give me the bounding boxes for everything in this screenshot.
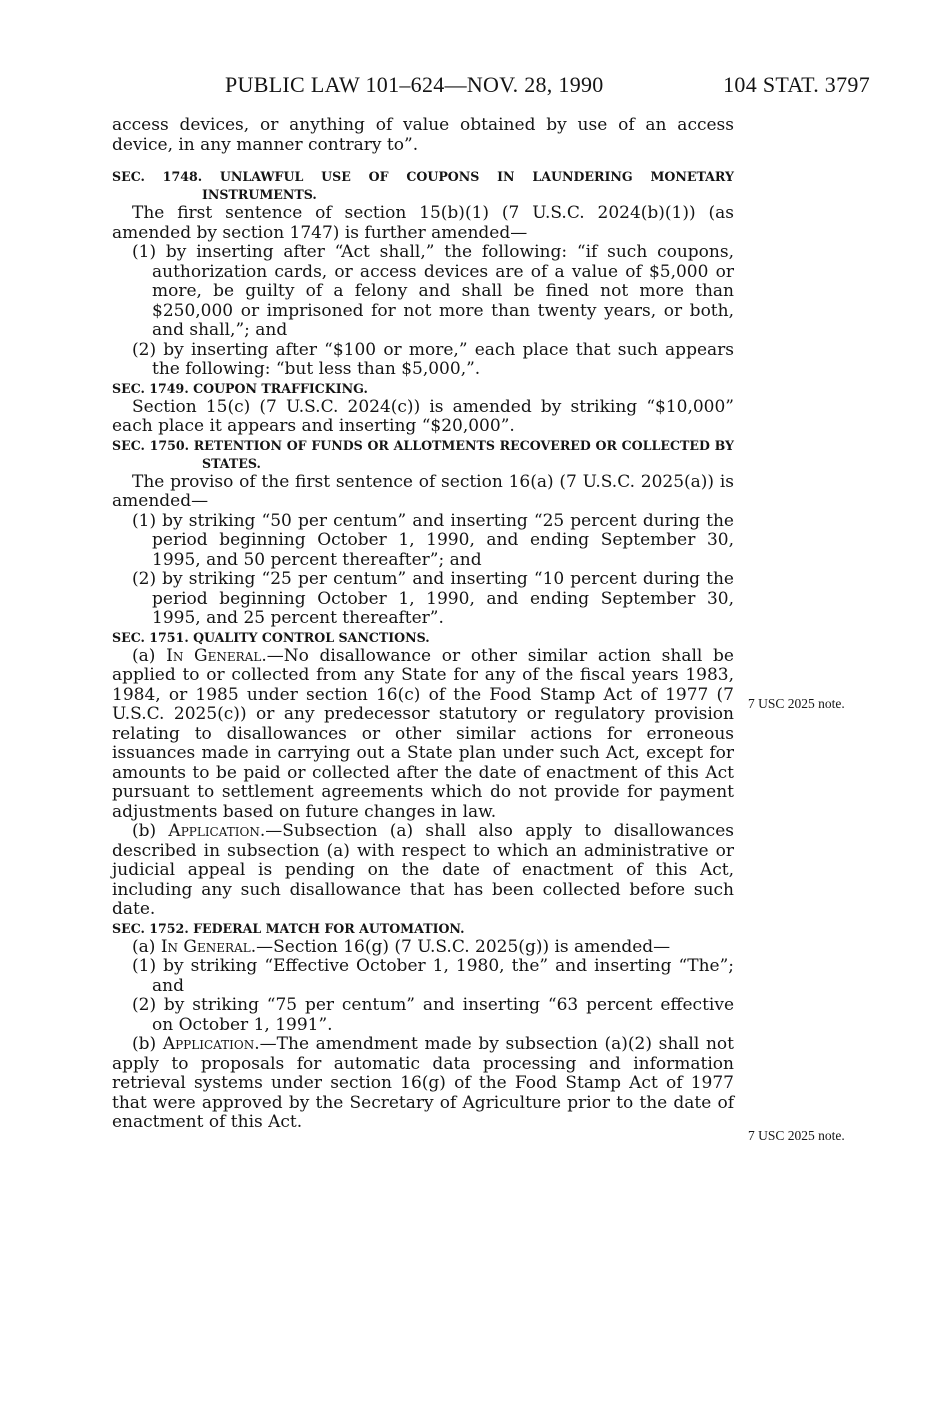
- section-1749-heading: SEC. 1749. COUPON TRAFFICKING.: [112, 380, 368, 396]
- subsection-label: (b): [132, 821, 169, 841]
- section-1751-subsection-b: [112, 822, 734, 920]
- section-1749-text: Section 15(c) (7 U.S.C. 2024(c)) is amended by striking “$10,000” each place it appears and inserting “$20,000”.: [112, 396, 734, 436]
- section-1750-item-1: (1) by striking “50 per centum” and inserting “25 percent during the period beginning October 1, 1990, and ending September 30, 1995, and 50 percent thereafter”; and: [132, 510, 734, 570]
- subsection-label: (a): [132, 936, 161, 957]
- running-header: [0, 72, 946, 102]
- section-1748-item-1: (1) by inserting after “Act shall,” the following: “if such coupons, authorization cards, or access devices are of a value of $5,000 or more, be guilty of a felony and shall be fined not more than $250,000 or imprisoned for not more than twenty years, or both, and shall,”; and: [132, 242, 734, 340]
- subsection-text: .—No disallowance or other similar action shall be applied to or collected from any State for any of the fiscal years 1983, 1984, or 1985 under section 16(c) of the Food Stamp Act of 1977 (7 U.S.C. 2025(c)) or any predecessor statutory or regulatory provision relating to disallowances or other similar actions for erroneous issuances made in carrying out a State plan under such Act, except for amounts to be paid or collected after the date of enactment of this Act pursuant to settlement agreements which do not provide for payment adjustments based on future changes in law.: [112, 645, 734, 822]
- page-header-stat: 104 STAT. 3797: [723, 72, 870, 97]
- section-1751-subsection-a: [112, 647, 734, 823]
- subsection-label: (b): [132, 1034, 163, 1054]
- subsection-caption: In General: [166, 645, 262, 666]
- section-1752-subsection-a: [112, 938, 734, 958]
- section-1752-item-2: (2) by striking “75 per centum” and inserting “63 percent effective on October 1, 1991”.: [132, 995, 734, 1035]
- section-1752-heading: SEC. 1752. FEDERAL MATCH FOR AUTOMATION.: [112, 920, 465, 936]
- section-1750-item-2: (2) by striking “25 per centum” and inserting “10 percent during the period beginning October 1, 1990, and ending September 30, 1995, and 25 percent thereafter”.: [132, 569, 734, 628]
- subsection-text: .—Section 16(g) (7 U.S.C. 2025(g)) is amended—: [250, 936, 671, 957]
- margin-note-1752: 7 USC 2025 note.: [748, 1128, 845, 1143]
- section-1750-heading: SEC. 1750. RETENTION OF FUNDS OR ALLOTMENTS RECOVERED OR COLLECTED BY STATES.: [112, 437, 734, 471]
- section-1752-subsection-b: [112, 1035, 734, 1133]
- subsection-label: (a): [132, 645, 167, 666]
- section-1751-heading: SEC. 1751. QUALITY CONTROL SANCTIONS.: [112, 629, 430, 645]
- page-header-title: PUBLIC LAW 101–624—NOV. 28, 1990: [225, 72, 604, 97]
- margin-note-1751: 7 USC 2025 note.: [748, 696, 845, 711]
- section-1750-text: The proviso of the first sentence of section 16(a) (7 U.S.C. 2025(a)) is amended—: [112, 471, 734, 511]
- document-body: [112, 116, 734, 1133]
- section-1748-item-2: (2) by inserting after “$100 or more,” each place that such appears the following: “but less than $5,000,”.: [132, 339, 734, 379]
- subsection-text: .—The amendment made by subsection (a)(2) shall not apply to proposals for automatic data processing and information retrieval systems under section 16(g) of the Food Stamp Act of 1977 that were approved by the Secretary of Agriculture prior to the date of enactment of this Act.: [112, 1034, 734, 1132]
- section-1748-text: The first sentence of section 15(b)(1) (7 U.S.C. 2024(b)(1)) (as amended by section 1747) is further amended—: [112, 203, 734, 243]
- subsection-caption: Application: [168, 821, 260, 841]
- subsection-caption: Application: [162, 1034, 255, 1054]
- subsection-text: .—Subsection (a) shall also apply to disallowances described in subsection (a) with respect to which an administrative or judicial appeal is pending on the date of enactment of this Act, including any such disallowance that has been collected before such date.: [112, 821, 734, 919]
- section-1748-heading: SEC. 1748. UNLAWFUL USE OF COUPONS IN LAUNDERING MONETARY INSTRUMENTS.: [112, 169, 734, 202]
- subsection-caption: In General: [160, 936, 251, 957]
- continued-paragraph: access devices, or anything of value obtained by use of an access device, in any manner contrary to”.: [112, 115, 734, 155]
- section-1752-item-1: (1) by striking “Effective October 1, 1980, the” and inserting “The”; and: [132, 956, 734, 996]
